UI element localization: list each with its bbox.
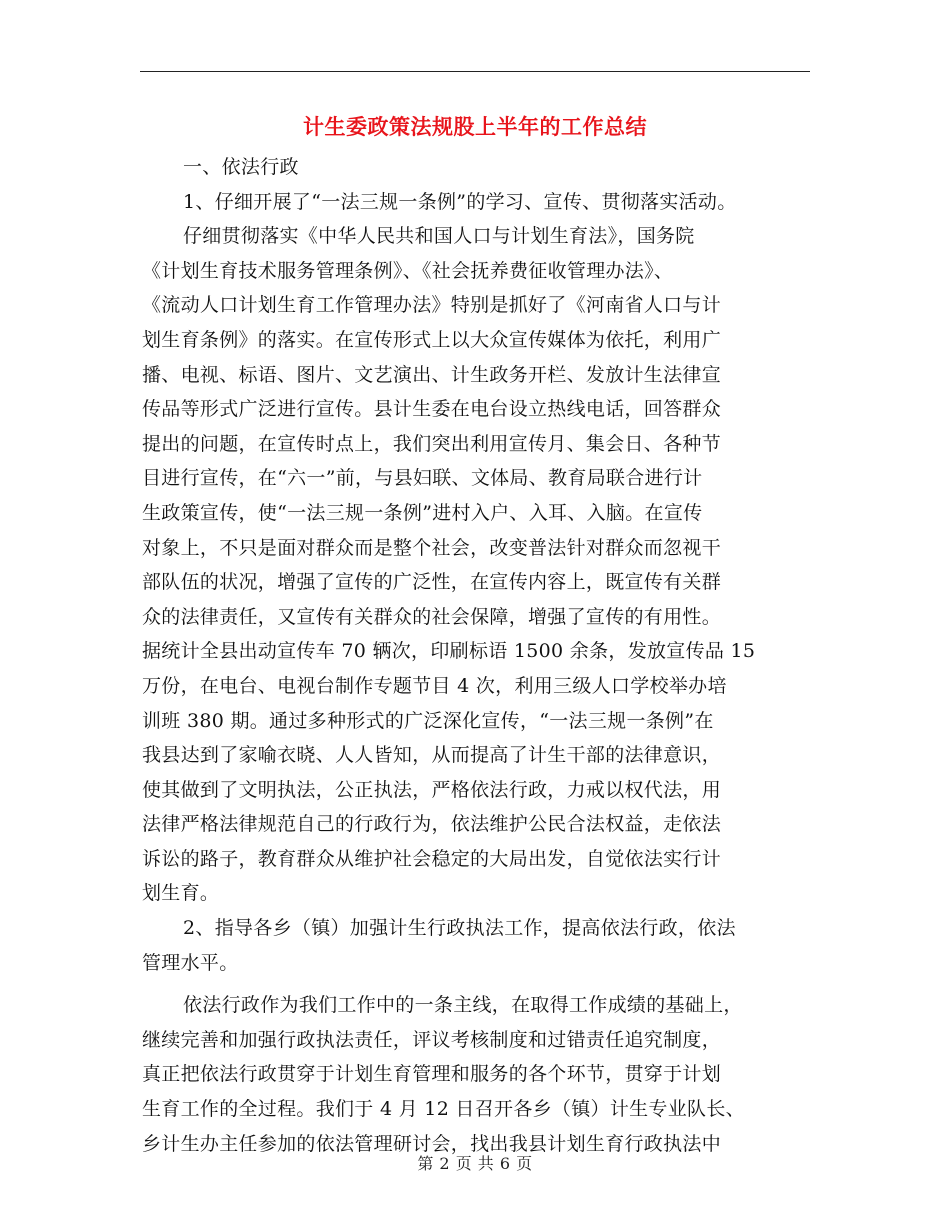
- text-line: 诉讼的路子，教育群众从维护社会稳定的大局出发，自觉依法实行计: [142, 847, 722, 870]
- text-line: 法律严格法律规范自己的行政行为，依法维护公民合法权益，走依法: [142, 813, 722, 836]
- text-line: 划生育。: [142, 882, 220, 905]
- text-line: 生育工作的全过程。我们于 4 月 12 日召开各乡（镇）计生专业队长、: [142, 1098, 745, 1121]
- header-rule: [140, 71, 810, 72]
- document-title: 计生委政策法规股上半年的工作总结: [303, 114, 647, 139]
- text-line: 使其做到了文明执法，公正执法，严格依法行政，力戒以权代法，用: [142, 778, 722, 801]
- text-line: 《流动人口计划生育工作管理办法》特别是抓好了《河南省人口与计: [142, 294, 722, 317]
- text-line: 乡计生办主任参加的依法管理研讨会，找出我县计划生育行政执法中: [142, 1132, 722, 1155]
- text-line: 1、仔细开展了“一法三规一条例”的学习、宣传、贯彻落实活动。: [183, 190, 737, 213]
- text-line: 一、依法行政: [183, 156, 299, 178]
- text-line: 部队伍的状况，增强了宣传的广泛性，在宣传内容上，既宣传有关群: [142, 571, 722, 594]
- text-line: 《计划生育技术服务管理条例》、《社会抚养费征收管理办法》、: [142, 259, 674, 282]
- text-line: 2、指导各乡（镇）加强计生行政执法工作，提高依法行政，依法: [183, 917, 736, 940]
- text-line: 我县达到了家喻衣晓、人人皆知，从而提高了计生干部的法律意识，: [142, 744, 722, 767]
- text-line: 训班 380 期。通过多种形式的广泛深化宣传，“一法三规一条例”在: [142, 709, 714, 732]
- document-body: [142, 150, 822, 1161]
- text-line: 管理水平。: [142, 951, 239, 974]
- text-line: 据统计全县出动宣传车 70 辆次，印刷标语 1500 余条，发放宣传品 15: [142, 640, 756, 663]
- text-line: 传品等形式广泛进行宣传。县计生委在电台设立热线电话，回答群众: [142, 398, 722, 421]
- text-line: 播、电视、标语、图片、文艺演出、计生政务开栏、发放计生法律宣: [142, 363, 722, 386]
- text-line: 继续完善和加强行政执法责任，评议考核制度和过错责任追究制度，: [142, 1028, 722, 1051]
- text-line: 众的法律责任，又宣传有关群众的社会保障，增强了宣传的有用性。: [142, 605, 722, 628]
- text-line: 依法行政作为我们工作中的一条主线，在取得工作成绩的基础上，: [183, 994, 743, 1017]
- text-line: 万份，在电台、电视台制作专题节目 4 次，利用三级人口学校举办培: [142, 674, 727, 697]
- text-line: 划生育条例》的落实。在宣传形式上以大众宣传媒体为依托，利用广: [142, 328, 722, 351]
- text-line: 对象上，不只是面对群众而是整个社会，改变普法针对群众而忽视干: [142, 536, 722, 559]
- text-line: 提出的问题，在宣传时点上，我们突出利用宣传月、集会日、各种节: [142, 432, 722, 455]
- page-number: 第 2 页 共 6 页: [417, 1154, 533, 1173]
- text-line: 生政策宣传，使“一法三规一条例”进村入户、入耳、入脑。在宣传: [142, 501, 703, 524]
- text-line: 目进行宣传，在“六一”前，与县妇联、文体局、教育局联合进行计: [142, 467, 703, 490]
- text-line: 真正把依法行政贯穿于计划生育管理和服务的各个环节，贯穿于计划: [142, 1063, 722, 1086]
- text-line: 仔细贯彻落实《中华人民共和国人口与计划生育法》，国务院: [183, 225, 695, 248]
